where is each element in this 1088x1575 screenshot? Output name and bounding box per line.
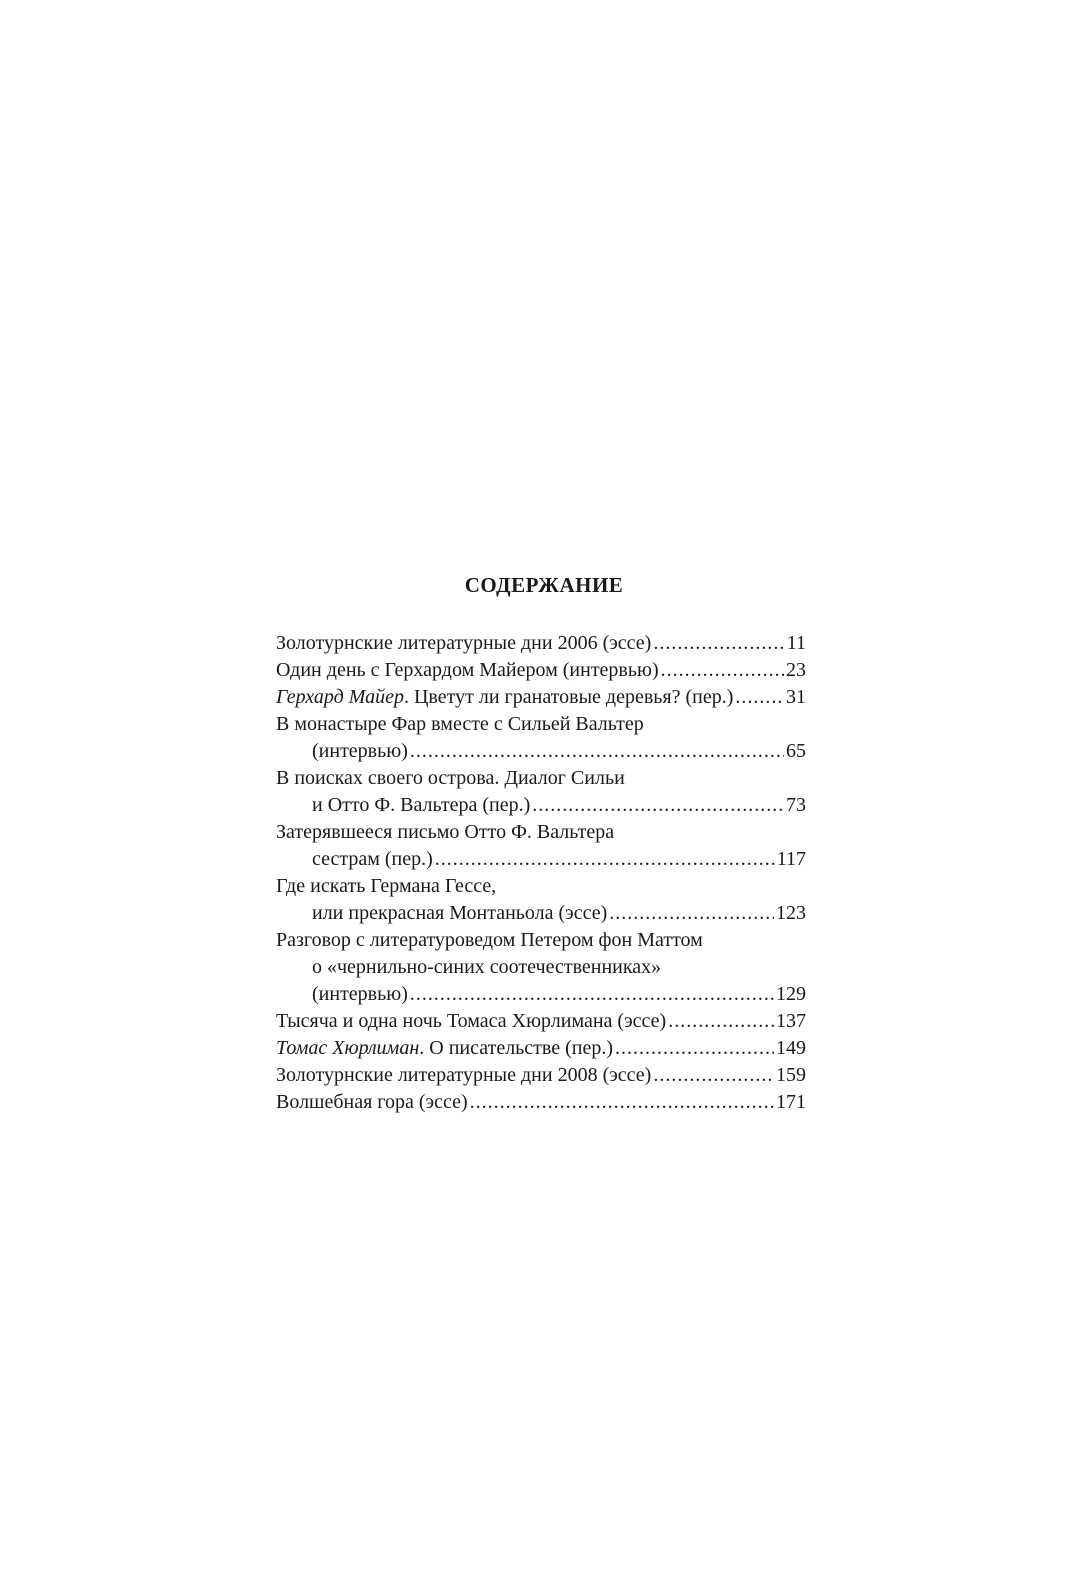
toc-entry-line [276,1008,806,1035]
toc-entry-line [276,819,806,846]
toc-page-number: 31 [786,686,806,708]
toc-entry-line [276,657,806,684]
toc-entry-title: Разговор с литературоведом Петером фон Маттом [276,929,703,951]
toc-page-number: 117 [776,848,806,870]
toc-leader-dots [609,900,774,927]
toc-leader-dots [668,1008,774,1035]
toc-entry-line [276,738,806,765]
toc-entry-title: В поисках своего острова. Диалог Сильи [276,767,625,789]
toc-entry-title: (интервью) [312,740,408,762]
toc-entry-line [276,1035,806,1062]
toc-entry-line [276,711,806,738]
toc-page-number: 159 [776,1064,806,1086]
toc-page-number: 129 [776,983,806,1005]
toc-leader-dots [470,1089,774,1116]
toc-entry-line [276,954,806,981]
toc-entry-title: Герхард Майер. Цветут ли гранатовые деревья? (пер.) [276,686,734,708]
toc-entry-title: о «чернильно-синих соотечественниках» [312,956,662,978]
toc-page-number: 73 [786,794,806,816]
toc-leader-dots [410,738,784,765]
toc-entry-title: Где искать Германа Гессе, [276,875,497,897]
toc-page-number: 149 [776,1037,806,1059]
toc-entry-title: (интервью) [312,983,408,1005]
toc-leader-dots [653,630,784,657]
toc-entry-line [276,873,806,900]
toc-entry-title: В монастыре Фар вместе с Сильей Вальтер [276,713,644,735]
toc-entry-title: Золотурнские литературные дни 2006 (эссе) [276,632,652,654]
toc-page-number: 65 [786,740,806,762]
page-title: СОДЕРЖАНИЕ [464,573,624,597]
toc-entry-author: Герхард Майер [276,686,404,708]
toc-entry-title: Золотурнские литературные дни 2008 (эссе) [276,1064,652,1086]
toc-entry-title: или прекрасная Монтаньола (эссе) [312,902,608,924]
toc-entry-title: Затерявшееся письмо Отто Ф. Вальтера [276,821,615,843]
toc-entry-line [276,765,806,792]
toc-leader-dots [661,657,784,684]
toc-entry-title: Томас Хюрлиман. О писательстве (пер.) [276,1037,614,1059]
toc-page-number: 23 [786,659,806,681]
toc-entry-author: Томас Хюрлиман [276,1037,420,1059]
toc-page-number: 123 [776,902,806,924]
toc-entry-line [276,981,806,1008]
toc-leader-dots [615,1035,774,1062]
toc-leader-dots [735,684,784,711]
toc-page-number: 137 [776,1010,806,1032]
toc-entry-line [276,1089,806,1116]
toc-entry-title: Волшебная гора (эссе) [276,1091,468,1113]
toc-page-number: 11 [786,632,806,654]
toc-entry-line [276,792,806,819]
toc-entry-line [276,900,806,927]
toc-page-number: 171 [776,1091,806,1113]
toc-entry-line [276,927,806,954]
toc-leader-dots [532,792,784,819]
toc-entry-title: Тысяча и одна ночь Томаса Хюрлимана (эссе) [276,1010,667,1032]
toc-entry-line [276,1062,806,1089]
toc-entry-line [276,684,806,711]
toc-leader-dots [435,846,775,873]
toc-entry-line [276,846,806,873]
toc-entry-title: сестрам (пер.) [312,848,433,870]
toc-entry-title: Один день с Герхардом Майером (интервью) [276,659,659,681]
toc-entry-title: и Отто Ф. Вальтера (пер.) [312,794,531,816]
table-of-contents [276,630,806,1116]
toc-entry-line [276,630,806,657]
toc-leader-dots [653,1062,774,1089]
toc-leader-dots [410,981,774,1008]
